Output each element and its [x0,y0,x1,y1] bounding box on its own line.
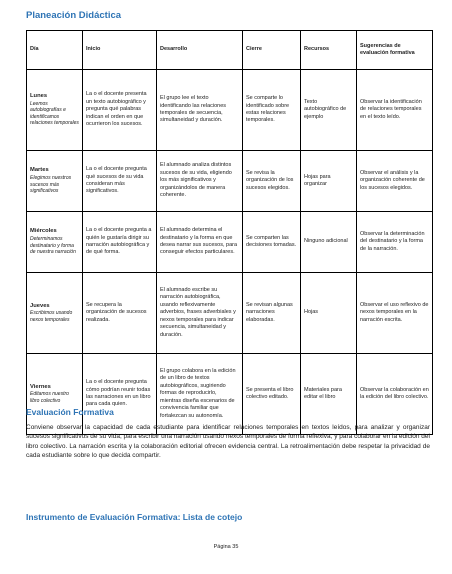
header-desarrollo: Desarrollo [157,31,243,70]
table-header-row [27,31,433,70]
day-name: Lunes [30,93,48,100]
recursos-cell: Materiales para editar el libro [301,354,357,435]
sugerencias-cell: Observar el análisis y la organización coherente de los sucesos elegidos. [357,151,433,212]
recursos-cell: Hojas [301,273,357,354]
day-cell [27,70,83,151]
cierre-cell: Se revisa la organización de los sucesos elegidos. [243,151,301,212]
day-note: Escribimos usando nexos temporales [30,310,73,323]
section-title-instrumento: Instrumento de Evaluación Formativa: Lista de cotejo [26,512,243,522]
evaluation-paragraph: Conviene observar la capacidad de cada estudiante para identificar relaciones temporales en textos leídos, para analizar y organizar sucesos significativos de su vida, para escribir una narración usando nexos temporales de forma reflexiva, y para colaborar en la edición del libro colectivo. La narración escrita y la colaboración editorial ofrecen evidencia central. La retroalimentación debe respetar la privacidad de cada estudiante sobre lo que decida compartir. [26,424,430,460]
inicio-cell: Se recupera la organización de sucesos realizada. [83,273,157,354]
header-cierre: Cierre [243,31,301,70]
header-inicio: Inicio [83,31,157,70]
desarrollo-cell: El grupo lee el texto identificando las relaciones temporales de secuencia, simultaneidad y duración. [157,70,243,151]
inicio-cell: La o el docente pregunta qué sucesos de su vida consideran más significativos. [83,151,157,212]
sugerencias-cell: Observar la colaboración en la edición del libro colectivo. [357,354,433,435]
table-row [27,212,433,273]
table-row [27,273,433,354]
planning-table [26,30,433,435]
section-title-evaluacion: Evaluación Formativa [26,407,114,417]
day-note: Leemos autobiografías e identificamos relaciones temporales [30,100,79,127]
sugerencias-cell: Observar la determinación del destinatario y la forma de la narración. [357,212,433,273]
inicio-cell: La o el docente pregunta cómo podrían reunir todas las narraciones en un libro para cada quien. [83,354,157,435]
sugerencias-cell: Observar el uso reflexivo de nexos temporales en la narración escrita. [357,273,433,354]
recursos-cell: Ninguno adicional [301,212,357,273]
sugerencias-cell: Observar la identificación de relaciones temporales en el texto leído. [357,70,433,151]
day-name: Jueves [30,302,50,309]
day-note: Determinamos destinatario y forma de nuestra narración [30,236,76,256]
day-cell [27,212,83,273]
day-note: Elegimos nuestros sucesos más significativos [30,175,72,195]
day-note: Editamos nuestro libro colectivo [30,391,69,404]
inicio-cell: La o el docente presenta un texto autobiográfico y pregunta qué palabras indican el orden en que ocurrieron los sucesos. [83,70,157,151]
header-sugerencias: Sugerencias de evaluación formativa [357,31,433,70]
day-cell [27,273,83,354]
table-row [27,70,433,151]
recursos-cell: Texto autobiográfico de ejemplo [301,70,357,151]
cierre-cell: Se comparten las decisiones tomadas. [243,212,301,273]
header-dia: Día [27,31,83,70]
day-name: Martes [30,167,49,174]
desarrollo-cell: El grupo colabora en la edición de un libro de textos autobiográficos, sugiriendo formas de reproducirlo, mientras diseña escenarios de convivencia familiar que fortalezcan su autonomía. [157,354,243,435]
cierre-cell: Se presenta el libro colectivo editado. [243,354,301,435]
table-row [27,151,433,212]
desarrollo-cell: El alumnado determina el destinatario y la forma en que desea narrar sus sucesos, para conseguir efectos particulares. [157,212,243,273]
section-title-planeacion: Planeación Didáctica [26,10,122,21]
cierre-cell: Se revisan algunas narraciones elaboradas. [243,273,301,354]
desarrollo-cell: El alumnado analiza distintos sucesos de su vida, eligiendo los más significativos y organizándolos de manera coherente. [157,151,243,212]
inicio-cell: La o el docente pregunta a quién le gustaría dirigir su narración autobiográfica y de qué forma. [83,212,157,273]
desarrollo-cell: El alumnado escribe su narración autobiográfica, usando reflexivamente adverbios, frases adverbiales y nexos temporales para indicar secuencia, simultaneidad y duración. [157,273,243,354]
day-name: Miércoles [30,228,57,235]
page-number: Página 35 [213,544,239,550]
day-name: Viernes [30,383,51,390]
recursos-cell: Hojas para organizar [301,151,357,212]
header-recursos: Recursos [301,31,357,70]
day-cell [27,151,83,212]
cierre-cell: Se comparte lo identificado sobre estas relaciones temporales. [243,70,301,151]
